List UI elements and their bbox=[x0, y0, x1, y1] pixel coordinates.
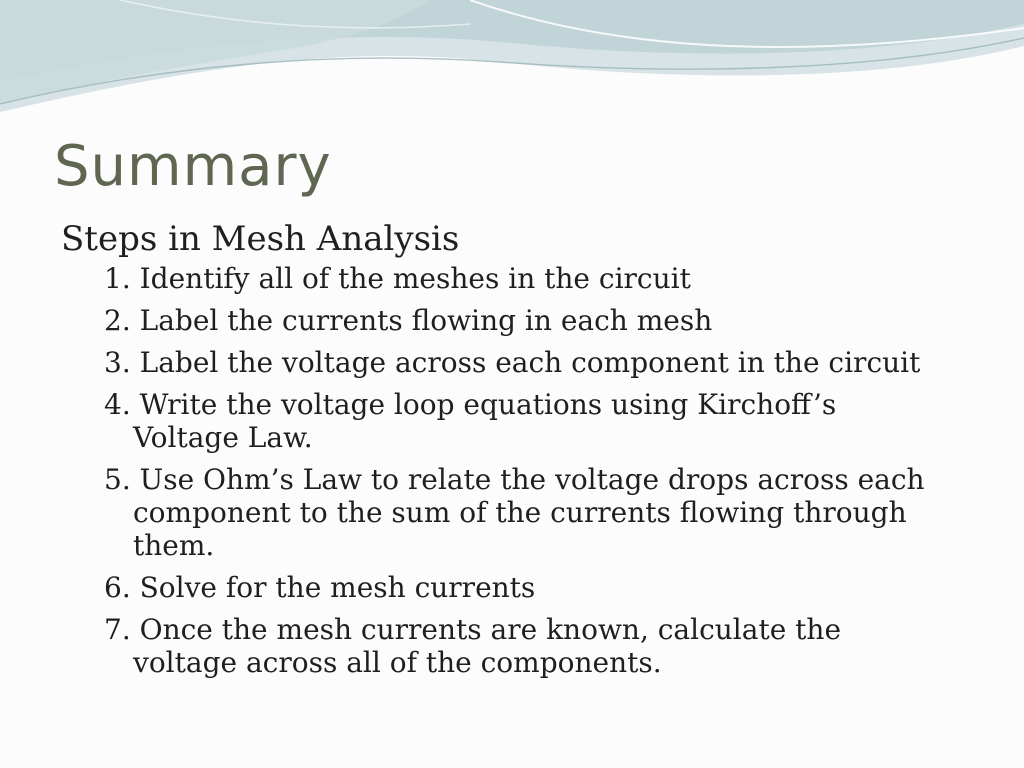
step-4: 4. Write the voltage loop equations using Kirchoff’s Voltage Law. bbox=[104, 388, 837, 454]
mesh-analysis-steps-list bbox=[104, 262, 944, 688]
step-1: 1. Identify all of the meshes in the circuit bbox=[104, 262, 691, 295]
step-7: 7. Once the mesh currents are known, calculate the voltage across all of the components. bbox=[104, 613, 842, 679]
step-2: 2. Label the currents flowing in each mesh bbox=[104, 304, 713, 337]
step-6: 6. Solve for the mesh currents bbox=[104, 571, 536, 604]
slide-subtitle: Steps in Mesh Analysis bbox=[61, 219, 460, 259]
slide-title: Summary bbox=[54, 134, 332, 199]
step-3: 3. Label the voltage across each component in the circuit bbox=[104, 346, 921, 379]
decorative-wave-banner bbox=[0, 0, 1024, 120]
step-5: 5. Use Ohm’s Law to relate the voltage drops across each component to the sum of the currents flowing through them. bbox=[104, 463, 925, 562]
